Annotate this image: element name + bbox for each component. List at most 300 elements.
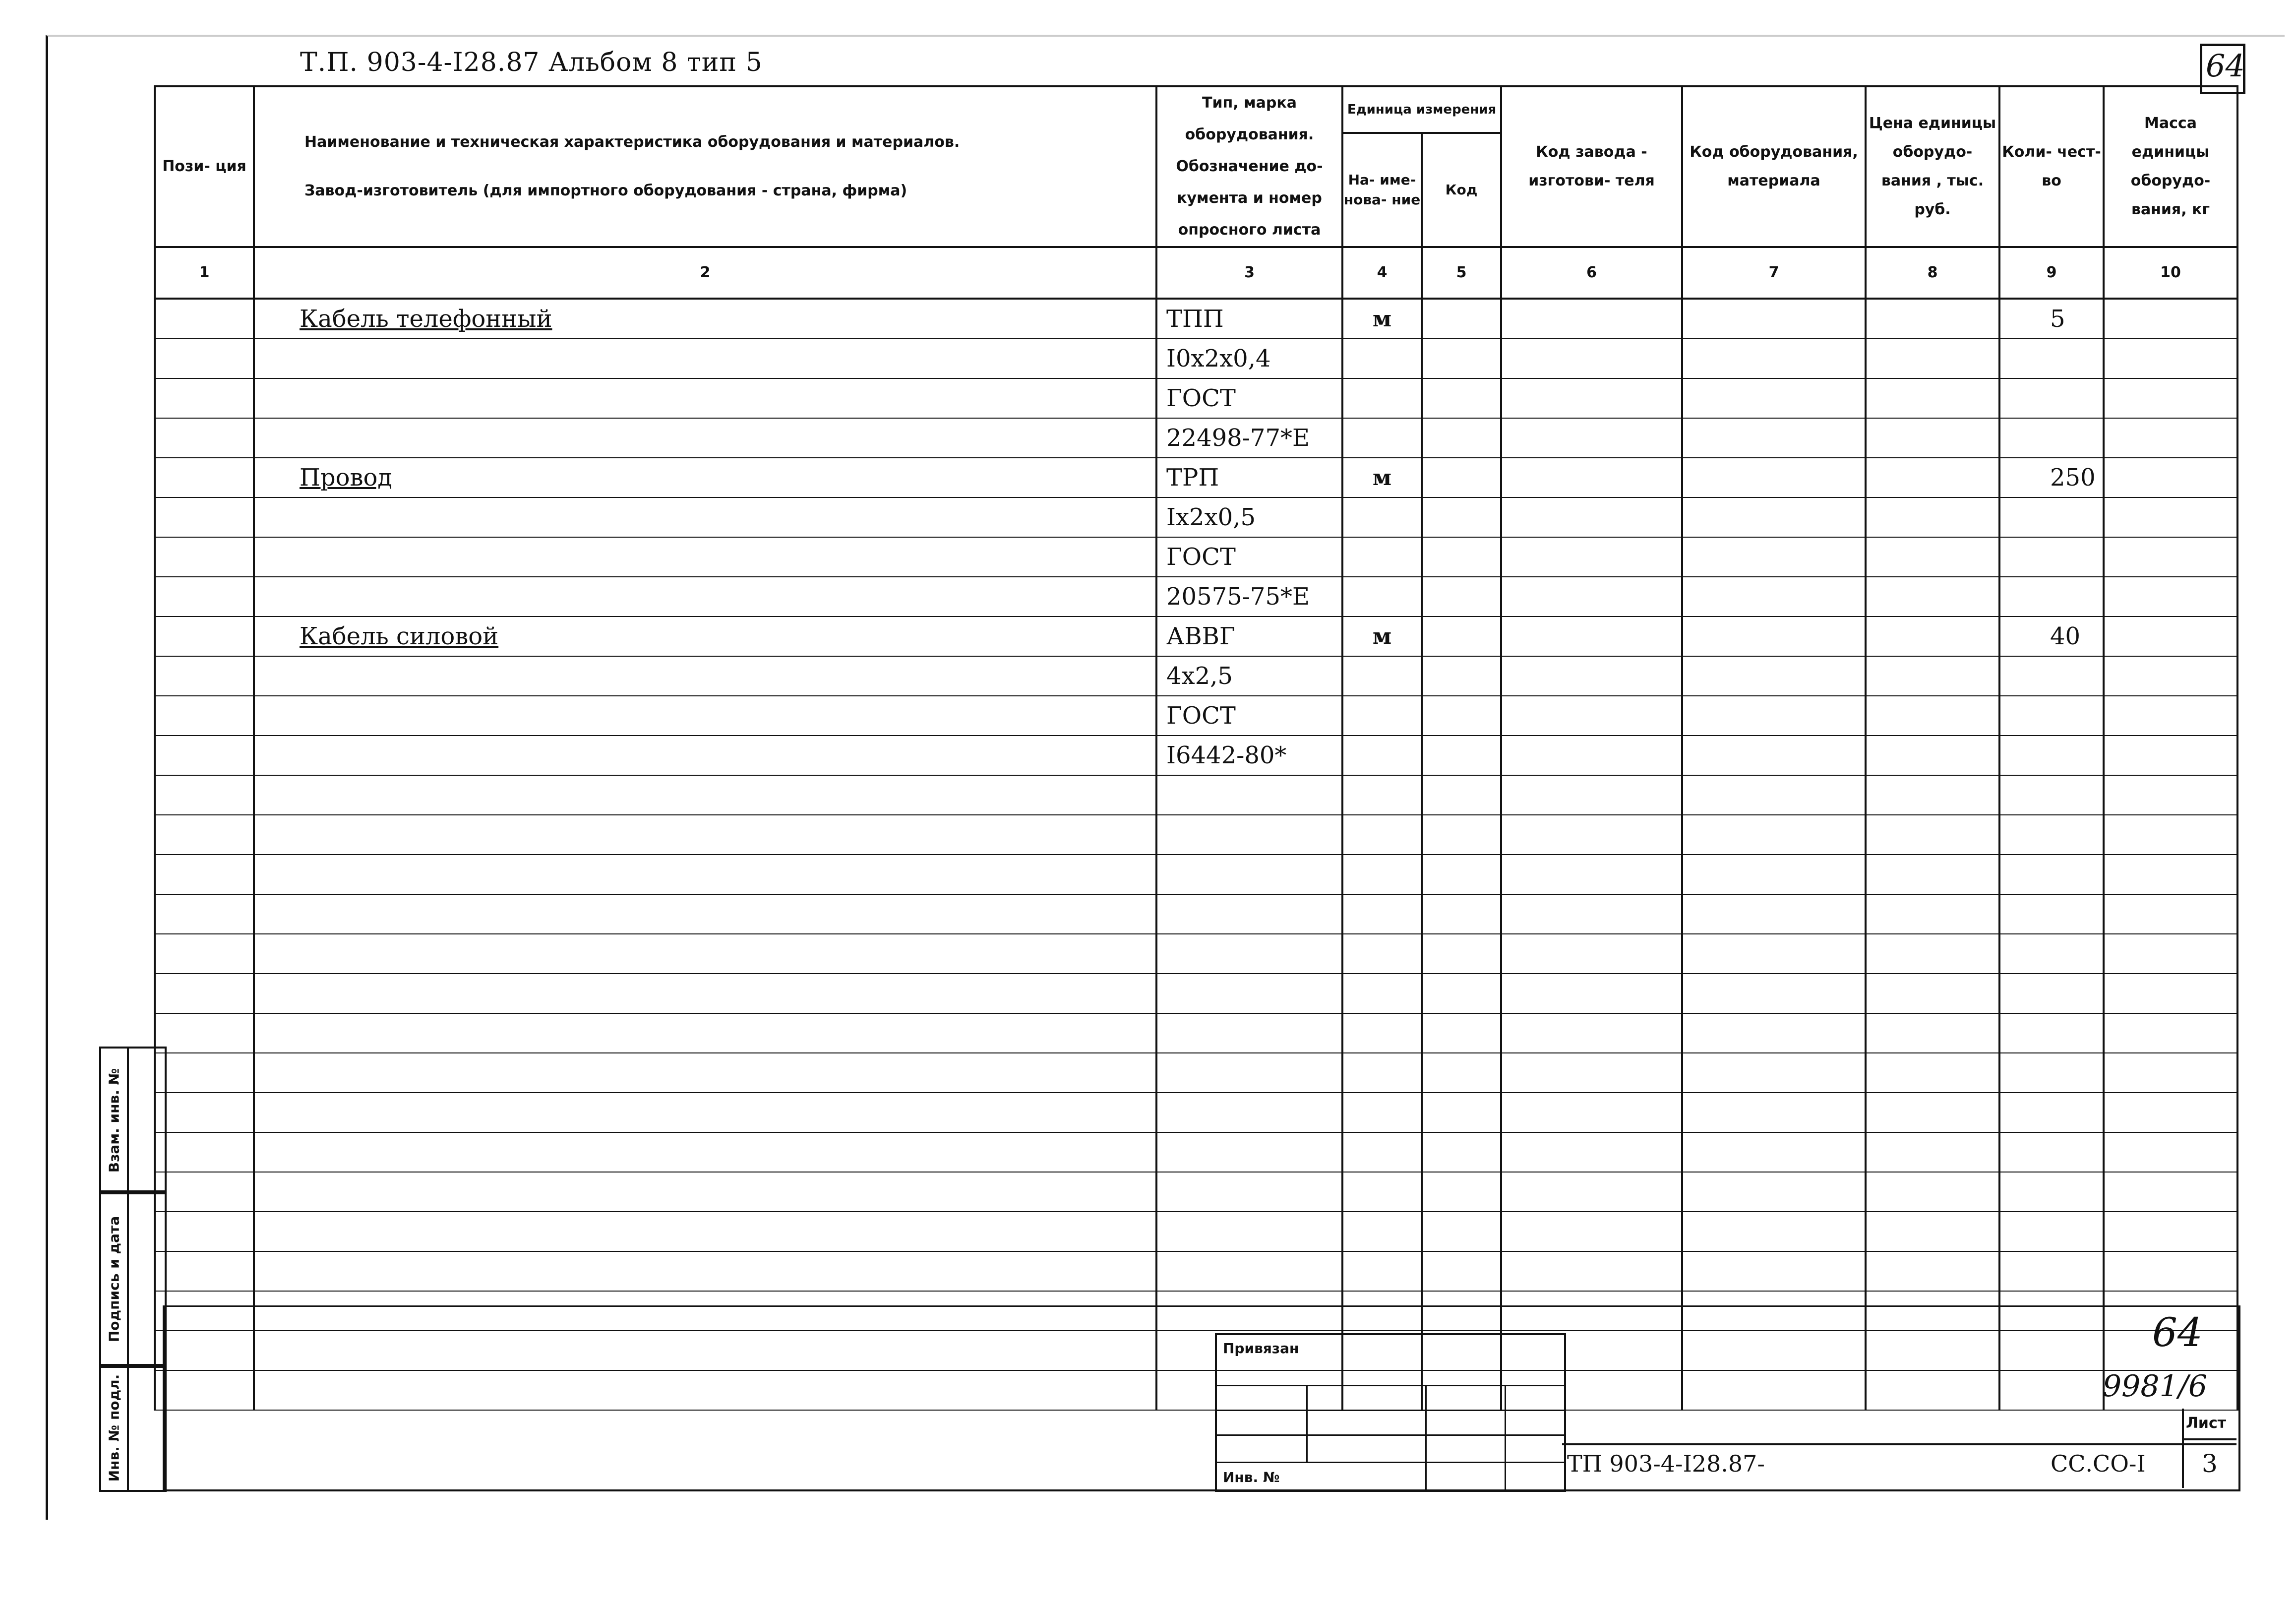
cell-quantity: [1999, 894, 2104, 934]
cell-price: [1866, 1053, 1999, 1093]
header-mass: Масса единицы оборудо- вания, кг: [2104, 86, 2237, 247]
cell-factory-code: [1501, 1053, 1682, 1093]
cell-position: [155, 974, 254, 1013]
cell-unit-code: [1422, 577, 1501, 617]
cell-unit-name: [1342, 1251, 1422, 1291]
cell-name: [254, 458, 1156, 497]
cell-position: [155, 1212, 254, 1251]
header-unit-group: Единица измерения: [1342, 86, 1501, 133]
column-number-row: [155, 247, 2237, 299]
cell-factory-code: [1501, 458, 1682, 497]
cell-price: [1866, 339, 1999, 378]
cell-position: [155, 934, 254, 974]
cell-equipment-code: [1682, 1212, 1866, 1251]
cell-mass: [2104, 617, 2237, 656]
cell-position: [155, 656, 254, 696]
cell-unit-name: м: [1342, 458, 1422, 497]
cell-type: I6442-80*: [1156, 736, 1342, 775]
cell-factory-code: [1501, 577, 1682, 617]
cell-type: [1156, 1132, 1342, 1172]
cell-unit-name: [1342, 577, 1422, 617]
cell-position: [155, 736, 254, 775]
cell-name: [254, 974, 1156, 1013]
col-number: 9: [1999, 247, 2104, 299]
cell-factory-code: [1501, 1132, 1682, 1172]
header-unit-code: Код: [1422, 133, 1501, 247]
cell-equipment-code: [1682, 299, 1866, 339]
cell-unit-code: [1422, 736, 1501, 775]
cell-quantity: 250: [1999, 458, 2104, 497]
cell-quantity: [1999, 656, 2104, 696]
cell-name: [254, 577, 1156, 617]
privyazan-stamp: [1215, 1333, 1566, 1492]
cell-equipment-code: [1682, 617, 1866, 656]
cell-unit-code: [1422, 1093, 1501, 1132]
stamp-podpis-label: Подпись и дата: [106, 1216, 122, 1343]
cell-mass: [2104, 736, 2237, 775]
table-row: [155, 736, 2237, 775]
cell-unit-name: [1342, 497, 1422, 537]
cell-type: [1156, 1053, 1342, 1093]
table-row: [155, 299, 2237, 339]
cell-type: [1156, 1212, 1342, 1251]
cell-quantity: [1999, 855, 2104, 894]
cell-position: [155, 497, 254, 537]
cell-mass: [2104, 378, 2237, 418]
cell-name: [254, 736, 1156, 775]
list-number: 3: [2202, 1449, 2218, 1478]
cell-type: 4x2,5: [1156, 656, 1342, 696]
cell-unit-code: [1422, 497, 1501, 537]
cell-unit-code: [1422, 894, 1501, 934]
header-quantity: Коли- чест- во: [1999, 86, 2104, 247]
cell-type: [1156, 894, 1342, 934]
cell-factory-code: [1501, 736, 1682, 775]
cell-price: [1866, 775, 1999, 815]
cell-equipment-code: [1682, 458, 1866, 497]
cell-unit-name: [1342, 656, 1422, 696]
table-row: [155, 815, 2237, 855]
cell-position: [155, 1093, 254, 1132]
cell-quantity: 40: [1999, 617, 2104, 656]
sheet-code: СС.СО-I: [2051, 1450, 2146, 1477]
col-number: 10: [2104, 247, 2237, 299]
cell-name: [254, 339, 1156, 378]
cell-factory-code: [1501, 1251, 1682, 1291]
cell-unit-name: [1342, 378, 1422, 418]
cell-factory-code: [1501, 775, 1682, 815]
cell-price: [1866, 894, 1999, 934]
col-number: 4: [1342, 247, 1422, 299]
cell-mass: [2104, 656, 2237, 696]
cell-mass: [2104, 299, 2237, 339]
privyazan-label: Привязан: [1223, 1340, 1299, 1357]
header-name-line1: Наименование и техническая характеристика оборудования и материалов.: [304, 133, 960, 151]
cell-equipment-code: [1682, 974, 1866, 1013]
cell-type: ГОСТ: [1156, 696, 1342, 736]
cell-mass: [2104, 855, 2237, 894]
table-row: [155, 775, 2237, 815]
cell-price: [1866, 1093, 1999, 1132]
cell-unit-name: [1342, 696, 1422, 736]
cell-price: [1866, 1212, 1999, 1251]
cell-name: [254, 537, 1156, 577]
cell-quantity: [1999, 1251, 2104, 1291]
cell-type: [1156, 1093, 1342, 1132]
cell-price: [1866, 378, 1999, 418]
cell-unit-name: [1342, 418, 1422, 458]
cell-name: [254, 1013, 1156, 1053]
cell-position: [155, 339, 254, 378]
cell-quantity: [1999, 934, 2104, 974]
cell-type: ГОСТ: [1156, 378, 1342, 418]
cell-factory-code: [1501, 974, 1682, 1013]
cell-type: Ix2x0,5: [1156, 497, 1342, 537]
cell-unit-name: [1342, 894, 1422, 934]
col-number: 2: [254, 247, 1156, 299]
cell-quantity: [1999, 1013, 2104, 1053]
cell-unit-code: [1422, 378, 1501, 418]
cell-factory-code: [1501, 1093, 1682, 1132]
cell-equipment-code: [1682, 815, 1866, 855]
cell-unit-name: м: [1342, 299, 1422, 339]
table-row: [155, 1132, 2237, 1172]
cell-price: [1866, 458, 1999, 497]
cell-price: [1866, 418, 1999, 458]
cell-factory-code: [1501, 339, 1682, 378]
cell-price: [1866, 656, 1999, 696]
cell-unit-name: [1342, 934, 1422, 974]
specification-body: [155, 299, 2237, 1410]
cell-quantity: [1999, 537, 2104, 577]
cell-equipment-code: [1682, 1013, 1866, 1053]
cell-unit-code: [1422, 815, 1501, 855]
cell-unit-code: [1422, 1013, 1501, 1053]
cell-quantity: [1999, 775, 2104, 815]
cell-quantity: [1999, 974, 2104, 1013]
col-number: 3: [1156, 247, 1342, 299]
cell-quantity: [1999, 577, 2104, 617]
cell-price: [1866, 696, 1999, 736]
cell-name: [254, 815, 1156, 855]
stamp-vzam-inv: [99, 1047, 167, 1194]
cell-position: [155, 815, 254, 855]
cell-mass: [2104, 339, 2237, 378]
cell-position: [155, 617, 254, 656]
cell-unit-name: [1342, 339, 1422, 378]
cell-mass: [2104, 418, 2237, 458]
cell-quantity: [1999, 1212, 2104, 1251]
cell-position: [155, 696, 254, 736]
cell-type: [1156, 855, 1342, 894]
header-equipment-code: Код оборудования, материала: [1682, 86, 1866, 247]
stamp-vzam-label: Взам. инв. №: [106, 1068, 122, 1173]
cell-price: [1866, 1251, 1999, 1291]
table-row: [155, 497, 2237, 537]
cell-unit-code: [1422, 656, 1501, 696]
cell-position: [155, 378, 254, 418]
cell-equipment-code: [1682, 537, 1866, 577]
cell-quantity: [1999, 696, 2104, 736]
cell-position: [155, 1132, 254, 1172]
cell-name: [254, 775, 1156, 815]
cell-equipment-code: [1682, 577, 1866, 617]
cell-equipment-code: [1682, 736, 1866, 775]
cell-type: [1156, 974, 1342, 1013]
cell-type: [1156, 775, 1342, 815]
cell-name: [254, 1093, 1156, 1132]
cell-mass: [2104, 497, 2237, 537]
cell-unit-code: [1422, 537, 1501, 577]
cell-factory-code: [1501, 1212, 1682, 1251]
cell-position: [155, 537, 254, 577]
item-name: Провод: [300, 464, 392, 492]
handwritten-page-number: 64: [2152, 1309, 2203, 1356]
cell-name: [254, 934, 1156, 974]
cell-quantity: [1999, 815, 2104, 855]
cell-name: [254, 617, 1156, 656]
stamp-inv-podl: [99, 1364, 167, 1492]
cell-position: [155, 458, 254, 497]
cell-position: [155, 299, 254, 339]
cell-factory-code: [1501, 934, 1682, 974]
cell-mass: [2104, 1093, 2237, 1132]
cell-equipment-code: [1682, 339, 1866, 378]
cell-unit-code: [1422, 934, 1501, 974]
col-number: 1: [155, 247, 254, 299]
cell-mass: [2104, 815, 2237, 855]
cell-mass: [2104, 1251, 2237, 1291]
cell-type: I0x2x0,4: [1156, 339, 1342, 378]
cell-mass: [2104, 934, 2237, 974]
col-number: 5: [1422, 247, 1501, 299]
cell-unit-name: [1342, 1172, 1422, 1212]
cell-type: [1156, 1013, 1342, 1053]
cell-factory-code: [1501, 894, 1682, 934]
cell-price: [1866, 577, 1999, 617]
cell-price: [1866, 1172, 1999, 1212]
cell-factory-code: [1501, 1172, 1682, 1212]
table-row: [155, 537, 2237, 577]
cell-mass: [2104, 775, 2237, 815]
cell-unit-name: [1342, 974, 1422, 1013]
cell-price: [1866, 855, 1999, 894]
cell-price: [1866, 934, 1999, 974]
cell-quantity: [1999, 1093, 2104, 1132]
table-row: [155, 1093, 2237, 1132]
cell-quantity: [1999, 339, 2104, 378]
stamp-inv-podl-label: Инв. № подл.: [106, 1374, 122, 1482]
cell-name: [254, 1132, 1156, 1172]
cell-factory-code: [1501, 497, 1682, 537]
cell-unit-name: [1342, 1013, 1422, 1053]
cell-type: АВВГ: [1156, 617, 1342, 656]
cell-price: [1866, 736, 1999, 775]
table-row: [155, 1013, 2237, 1053]
cell-type: [1156, 815, 1342, 855]
cell-position: [155, 418, 254, 458]
inv-no-label: Инв. №: [1223, 1469, 1280, 1485]
table-row: [155, 577, 2237, 617]
cell-name: [254, 656, 1156, 696]
cell-name: [254, 696, 1156, 736]
cell-unit-name: [1342, 775, 1422, 815]
cell-type: ГОСТ: [1156, 537, 1342, 577]
cell-factory-code: [1501, 855, 1682, 894]
cell-unit-name: [1342, 736, 1422, 775]
cell-name: [254, 299, 1156, 339]
cell-price: [1866, 1132, 1999, 1172]
cell-equipment-code: [1682, 775, 1866, 815]
cell-unit-code: [1422, 974, 1501, 1013]
cell-equipment-code: [1682, 1093, 1866, 1132]
cell-equipment-code: [1682, 934, 1866, 974]
header-unit-name: На- име- нова- ние: [1342, 133, 1422, 247]
cell-quantity: 5: [1999, 299, 2104, 339]
cell-unit-name: [1342, 1053, 1422, 1093]
cell-unit-code: [1422, 1172, 1501, 1212]
cell-unit-code: [1422, 1053, 1501, 1093]
cell-equipment-code: [1682, 1132, 1866, 1172]
cell-unit-name: [1342, 1132, 1422, 1172]
header-factory-code: Код завода - изготови- теля: [1501, 86, 1682, 247]
cell-price: [1866, 974, 1999, 1013]
cell-factory-code: [1501, 696, 1682, 736]
cell-quantity: [1999, 1132, 2104, 1172]
cell-name: [254, 855, 1156, 894]
cell-quantity: [1999, 736, 2104, 775]
cell-unit-code: [1422, 1132, 1501, 1172]
cell-quantity: [1999, 378, 2104, 418]
cell-equipment-code: [1682, 894, 1866, 934]
cell-factory-code: [1501, 537, 1682, 577]
cell-price: [1866, 1013, 1999, 1053]
header-price: Цена единицы оборудо- вания , тыс. руб.: [1866, 86, 1999, 247]
cell-unit-code: [1422, 458, 1501, 497]
cell-mass: [2104, 537, 2237, 577]
cell-factory-code: [1501, 815, 1682, 855]
cell-unit-name: [1342, 1212, 1422, 1251]
cell-mass: [2104, 894, 2237, 934]
cell-quantity: [1999, 1172, 2104, 1212]
cell-unit-code: [1422, 418, 1501, 458]
table-row: [155, 696, 2237, 736]
cell-unit-name: [1342, 855, 1422, 894]
table-row: [155, 617, 2237, 656]
header-type: Тип, марка оборудования. Обозначение до- кумента и номер опросного листа: [1156, 86, 1342, 247]
cell-equipment-code: [1682, 1172, 1866, 1212]
cell-unit-code: [1422, 855, 1501, 894]
cell-position: [155, 1053, 254, 1093]
sheet-corner-number: 64: [2206, 48, 2245, 84]
cell-position: [155, 1172, 254, 1212]
item-name: Кабель силовой: [300, 622, 499, 650]
stamp-podpis-data: [99, 1190, 167, 1368]
cell-factory-code: [1501, 617, 1682, 656]
cell-type: ТПП: [1156, 299, 1342, 339]
table-row: [155, 1053, 2237, 1093]
cell-mass: [2104, 1013, 2237, 1053]
cell-unit-name: [1342, 537, 1422, 577]
cell-name: [254, 1053, 1156, 1093]
cell-factory-code: [1501, 656, 1682, 696]
cell-price: [1866, 299, 1999, 339]
cell-type: [1156, 1172, 1342, 1212]
cell-equipment-code: [1682, 497, 1866, 537]
table-row: [155, 458, 2237, 497]
list-label: Лист: [2186, 1415, 2227, 1432]
cell-mass: [2104, 458, 2237, 497]
table-row: [155, 855, 2237, 894]
cell-equipment-code: [1682, 696, 1866, 736]
cell-name: [254, 1212, 1156, 1251]
cell-factory-code: [1501, 299, 1682, 339]
header-name-line2: Завод-изготовитель (для импортного оборудования - страна, фирма): [304, 182, 907, 199]
table-row: [155, 656, 2237, 696]
cell-equipment-code: [1682, 1251, 1866, 1291]
item-name: Кабель телефонный: [300, 305, 552, 333]
cell-equipment-code: [1682, 855, 1866, 894]
cell-equipment-code: [1682, 378, 1866, 418]
cell-unit-code: [1422, 1251, 1501, 1291]
cell-unit-code: [1422, 299, 1501, 339]
cell-equipment-code: [1682, 656, 1866, 696]
cell-equipment-code: [1682, 418, 1866, 458]
cell-mass: [2104, 577, 2237, 617]
cell-unit-name: [1342, 1093, 1422, 1132]
col-number: 7: [1682, 247, 1866, 299]
table-row: [155, 418, 2237, 458]
cell-equipment-code: [1682, 1053, 1866, 1093]
col-number: 8: [1866, 247, 1999, 299]
cell-position: [155, 775, 254, 815]
cell-type: [1156, 934, 1342, 974]
cell-unit-code: [1422, 617, 1501, 656]
cell-mass: [2104, 974, 2237, 1013]
cell-type: 20575-75*Е: [1156, 577, 1342, 617]
cell-mass: [2104, 1132, 2237, 1172]
cell-type: 22498-77*Е: [1156, 418, 1342, 458]
table-row: [155, 1172, 2237, 1212]
header-name: [254, 86, 1156, 247]
cell-name: [254, 418, 1156, 458]
cell-unit-code: [1422, 696, 1501, 736]
cell-position: [155, 894, 254, 934]
doc-code: ТП 903-4-I28.87-: [1567, 1450, 1765, 1477]
cell-unit-name: м: [1342, 617, 1422, 656]
cell-mass: [2104, 696, 2237, 736]
cell-name: [254, 1251, 1156, 1291]
document-title: Т.П. 903-4-I28.87 Альбом 8 тип 5: [300, 48, 763, 77]
col-number: 6: [1501, 247, 1682, 299]
cell-factory-code: [1501, 378, 1682, 418]
cell-factory-code: [1501, 418, 1682, 458]
cell-position: [155, 577, 254, 617]
handwritten-archive-number: 9981/6: [2103, 1369, 2208, 1404]
cell-name: [254, 894, 1156, 934]
cell-price: [1866, 617, 1999, 656]
cell-quantity: [1999, 1053, 2104, 1093]
table-row: [155, 339, 2237, 378]
cell-factory-code: [1501, 1013, 1682, 1053]
cell-mass: [2104, 1212, 2237, 1251]
table-row: [155, 1212, 2237, 1251]
header-position: Пози- ция: [155, 86, 254, 247]
cell-name: [254, 1172, 1156, 1212]
cell-position: [155, 855, 254, 894]
cell-price: [1866, 497, 1999, 537]
cell-position: [155, 1251, 254, 1291]
